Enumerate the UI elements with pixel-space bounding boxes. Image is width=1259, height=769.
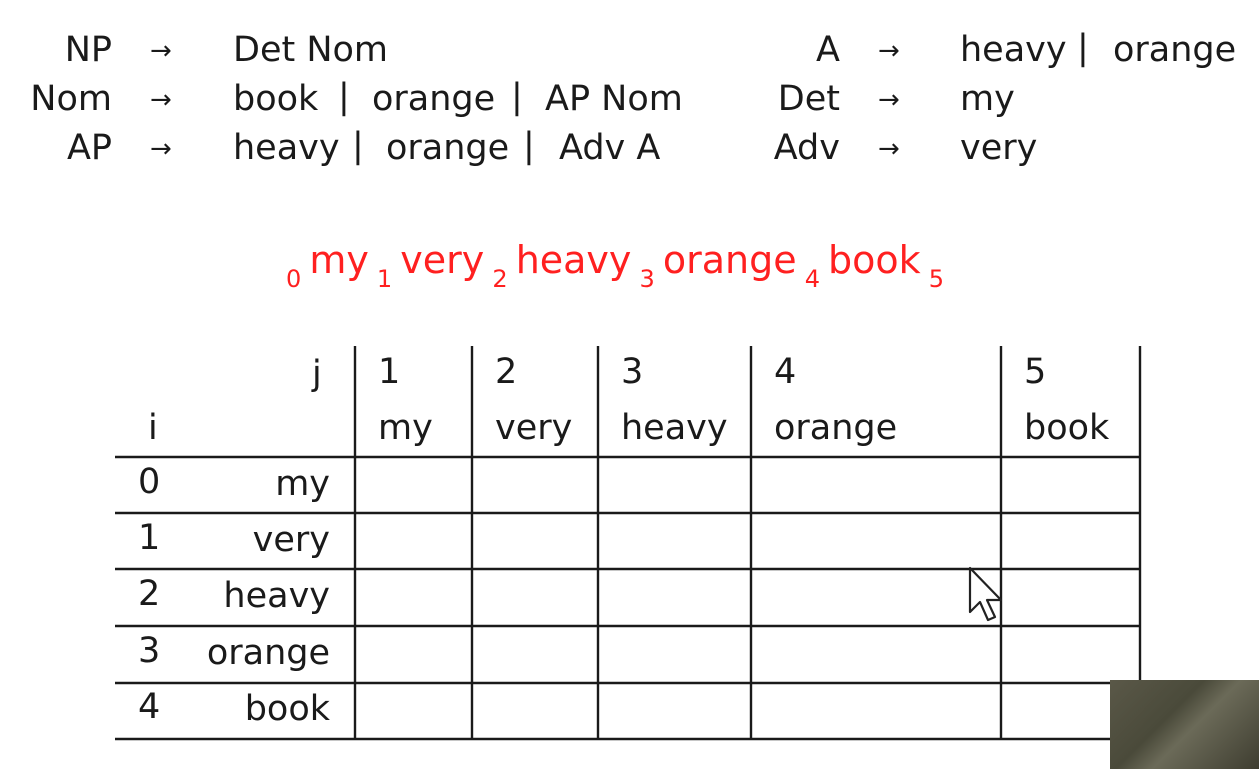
sentence-word: orange [662, 238, 797, 282]
mouse-cursor-icon [968, 566, 1008, 626]
rule-rhs-very: very [960, 128, 1038, 168]
sentence-index: 1 [376, 265, 393, 293]
rule-rhs-my: my [960, 79, 1015, 119]
alternation-bar: | [523, 126, 535, 166]
alternation-bar: | [511, 77, 523, 117]
column-word: my [378, 408, 433, 448]
column-word: orange [774, 408, 898, 448]
rule-rhs-book: book [233, 79, 319, 119]
sentence-word: heavy [515, 238, 632, 282]
rule-lhs-nom: Nom [30, 79, 112, 119]
rule-lhs-adv: Adv [773, 128, 840, 168]
sentence-word: my [309, 238, 369, 282]
arrow-icon: → [150, 36, 172, 66]
arrow-icon: → [150, 134, 172, 164]
sentence-index: 2 [492, 265, 508, 293]
rule-rhs-adv-a: Adv A [559, 128, 661, 168]
alternation-bar: | [1077, 28, 1089, 68]
arrow-icon: → [878, 36, 900, 66]
rule-rhs-orange: orange [386, 128, 510, 168]
arrow-icon: → [878, 134, 900, 164]
row-number: 0 [138, 462, 161, 502]
column-word: very [495, 408, 573, 448]
alternation-bar: | [352, 126, 364, 166]
column-word: book [1024, 408, 1110, 448]
header-i: i [148, 408, 158, 448]
row-word: heavy [223, 576, 330, 616]
row-number: 3 [138, 631, 161, 671]
sentence-word: very [400, 238, 485, 282]
rule-lhs-ap: AP [66, 128, 112, 168]
sentence-index: 0 [285, 265, 302, 293]
alternation-bar: | [338, 77, 350, 117]
row-number: 1 [138, 518, 161, 558]
arrow-icon: → [150, 85, 172, 115]
column-number: 3 [621, 352, 644, 392]
column-number: 1 [378, 352, 401, 392]
column-word: heavy [621, 408, 728, 448]
rule-lhs-det: Det [777, 79, 840, 119]
rule-rhs-det-nom: Det Nom [233, 30, 389, 70]
rule-rhs-heavy: heavy [233, 128, 340, 168]
sentence-index: 3 [639, 265, 655, 293]
rule-rhs-ap-nom: AP Nom [545, 79, 683, 119]
rule-rhs-orange: orange [372, 79, 496, 119]
column-number: 2 [495, 352, 518, 392]
column-number: 4 [774, 352, 797, 392]
sentence-index: 5 [928, 265, 945, 293]
row-word: orange [206, 633, 330, 673]
column-number: 5 [1024, 352, 1047, 392]
video-thumbnail [1110, 680, 1259, 769]
rule-lhs-np: NP [64, 30, 112, 70]
sentence-word: book [828, 238, 921, 282]
row-word: very [252, 520, 330, 560]
arrow-icon: → [878, 85, 900, 115]
rule-rhs-heavy: heavy [960, 30, 1067, 70]
sentence-index: 4 [804, 265, 820, 293]
row-word: my [275, 464, 330, 504]
rule-lhs-a: A [816, 30, 840, 70]
header-j: j [312, 354, 322, 394]
row-number: 2 [138, 574, 161, 614]
rule-rhs-orange: orange [1113, 30, 1237, 70]
row-number: 4 [138, 687, 161, 727]
row-word: book [244, 689, 330, 729]
